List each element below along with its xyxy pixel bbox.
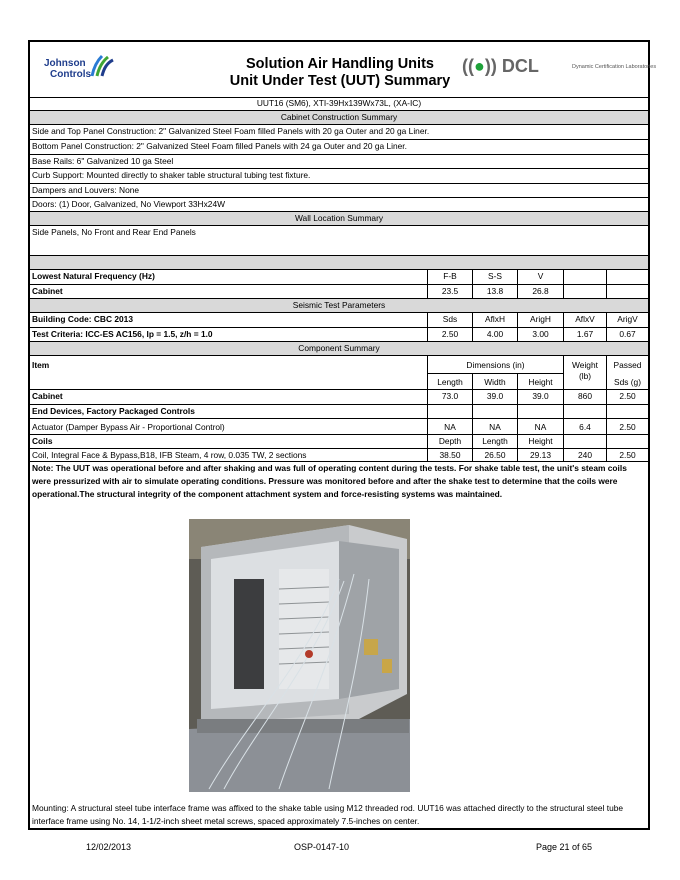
header: [30, 42, 657, 98]
coils-header-row: Coils Depth Length Height: [30, 435, 648, 449]
spacer-row: [30, 256, 648, 270]
component-header-2: Length Width Height (lb) Sds (g): [30, 374, 648, 390]
footer-page-number: Page 21 of 65: [536, 842, 593, 852]
actuator-row: Actuator (Damper Bypass Air - Proportional Control) NA NA NA 6.4 2.50: [30, 419, 648, 435]
seismic-criteria-row: Test Criteria: ICC-ES AC156, Ip = 1.5, z/h = 1.0 2.50 4.00 3.00 1.67 0.67: [30, 328, 648, 342]
title-block: [180, 56, 500, 90]
cabinet-construction-heading: Cabinet Construction Summary: [30, 111, 648, 125]
uut-photo: [189, 519, 410, 792]
construction-line: Curb Support: Mounted directly to shaker table structural tubing test fixture.: [30, 169, 648, 184]
page-subtitle: Unit Under Test (UUT) Summary: [229, 73, 451, 89]
uut-id: UUT16 (SM6), XTI-39Hx139Wx73L, (XA-IC): [256, 98, 422, 108]
natural-frequency-header: Lowest Natural Frequency (Hz) F-B S-S V: [30, 270, 648, 285]
page-title: Solution Air Handling Units: [246, 56, 434, 72]
end-devices-row: End Devices, Factory Packaged Controls: [30, 405, 648, 419]
johnson-controls-logo: [44, 54, 114, 88]
construction-line: Side and Top Panel Construction: 2" Galvanized Steel Foam filled Panels with 20 ga Outer and 20 ga Liner.: [30, 125, 648, 140]
signal-icon: ((●)): [462, 56, 497, 76]
swoosh-icon: [88, 54, 114, 78]
logo-line1: Johnson: [44, 58, 86, 69]
wall-location-row: Side Panels, No Front and Rear End Panels: [30, 226, 648, 256]
dcl-tagline: Dynamic Certification Laboratories: [572, 64, 657, 70]
component-header-1: Item Dimensions (in) Weight Passed: [30, 356, 648, 374]
uut-id-row: [30, 97, 648, 111]
seismic-code-row: Building Code: CBC 2013 Sds AflxH ArigH AflxV ArigV: [30, 313, 648, 328]
coil-row: Coil, Integral Face & Bypass,B18, IFB Steam, 4 row, 0.035 TW, 2 sections 38.50 26.50 29.13 240 2.50: [30, 449, 648, 462]
footer-date: 12/02/2013: [86, 842, 132, 852]
wall-location-heading: Wall Location Summary: [30, 212, 648, 226]
component-cabinet-row: Cabinet 73.0 39.0 39.0 860 2.50: [30, 390, 648, 405]
construction-line: Base Rails: 6" Galvanized 10 ga Steel: [30, 155, 648, 169]
mounting-note: Mounting: A structural steel tube interface frame was affixed to the shake table using M12 threaded rod. UUT16 was attached directly to the structural steel tube interface frame using No. 14, 1-1/2-inch sheet metal screws, spaced approximately 7.5-inches on center.: [32, 803, 624, 826]
seismic-heading: Seismic Test Parameters: [30, 299, 648, 313]
natural-frequency-cabinet: Cabinet 23.5 13.8 26.8: [30, 285, 648, 299]
dcl-brand: DCL: [501, 56, 539, 76]
air-handling-unit-image: [189, 519, 410, 792]
component-heading: Component Summary: [30, 342, 648, 356]
construction-line: Bottom Panel Construction: 2" Galvanized Steel Foam filled Panels with 24 ga Outer and 20 ga Liner.: [30, 140, 648, 155]
footer-doc-id: OSP-0147-10: [294, 842, 350, 852]
dcl-logo: [462, 56, 657, 80]
test-note: Note: The UUT was operational before and after shaking and was full of operating content during the tests. For shake table test, the unit's steam coils were pressurized with air to simulate operating conditions. Pressure was monitored before and after the shake test to determine that the coils were operational.The structural integrity of the component attachment system and force-resisting systems was maintained.: [32, 463, 627, 499]
logo-line2: Controls: [50, 69, 92, 80]
construction-line: Dampers and Louvers: None: [30, 184, 648, 198]
summary-sheet: [28, 40, 657, 830]
construction-line: Doors: (1) Door, Galvanized, No Viewport 33Hx24W: [30, 198, 648, 212]
